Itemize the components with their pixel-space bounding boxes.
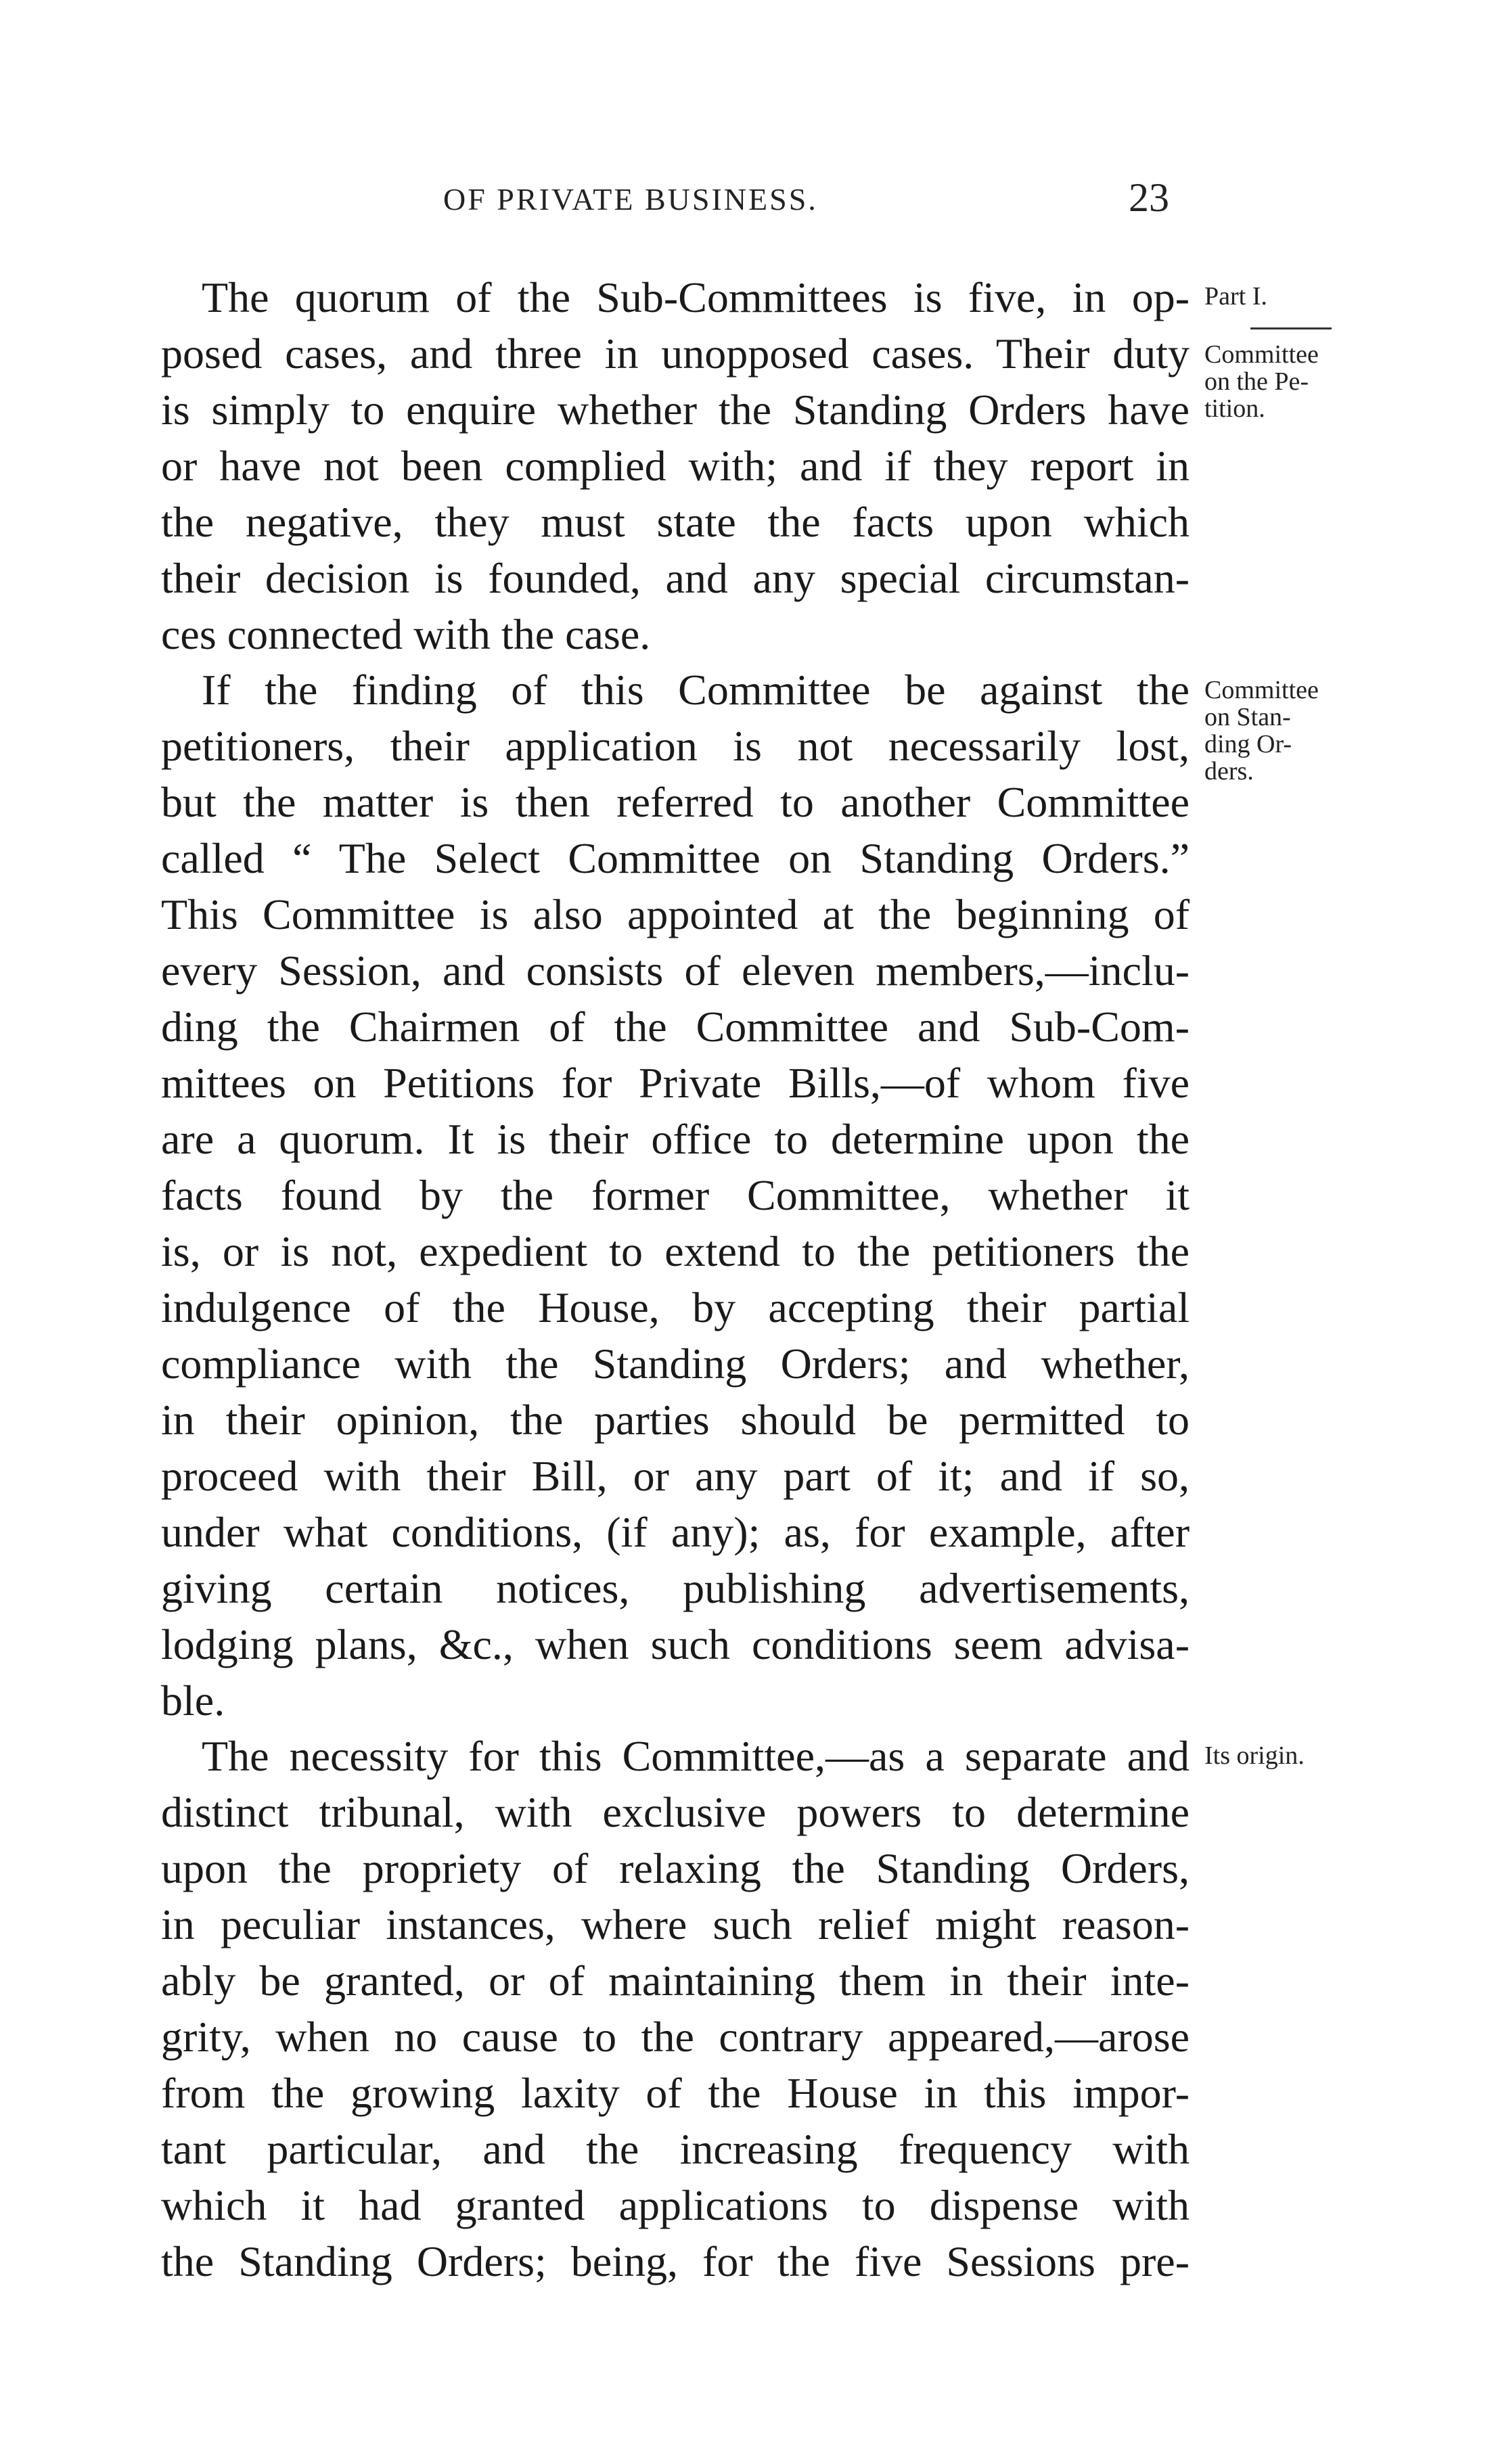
text-line: is simply to enquire whether the Standing Orders have xyxy=(161,386,1190,434)
margin-note-part xyxy=(1204,283,1387,310)
text-line: distinct tribunal, with exclusive powers to determine xyxy=(161,1788,1190,1836)
text-line: ding the Chairmen of the Committee and Sub-Com- xyxy=(161,1003,1190,1051)
text-line: from the growing laxity of the House in this impor- xyxy=(161,2069,1190,2117)
margin-note-line: on Stan- xyxy=(1204,703,1291,731)
paragraph-1 xyxy=(161,269,1190,662)
text-line: every Session, and consists of eleven members,—inclu- xyxy=(161,946,1190,995)
text-line: grity, when no cause to the contrary appeared,—arose xyxy=(161,2013,1190,2061)
text-line: in their opinion, the parties should be permitted to xyxy=(161,1396,1190,1444)
text-line: If the finding of this Committee be against the xyxy=(202,666,1190,714)
margin-note-committee-standing-orders xyxy=(1204,677,1387,785)
text-line: under what conditions, (if any); as, for example, after xyxy=(161,1508,1190,1556)
paragraph-3 xyxy=(161,1728,1190,2289)
margin-note-line: ders. xyxy=(1204,757,1254,785)
margin-note-line: Committee xyxy=(1204,340,1319,369)
text-line: ces connected with the case. xyxy=(161,610,651,658)
text-line: mittees on Petitions for Private Bills,—of whom five xyxy=(161,1059,1190,1107)
text-line: ably be granted, or of maintaining them in their inte- xyxy=(161,1957,1190,2005)
text-line: posed cases, and three in unopposed cases. Their duty xyxy=(161,329,1190,378)
text-line: The quorum of the Sub-Committees is five, in op- xyxy=(202,273,1190,321)
text-line: upon the propriety of relaxing the Standing Orders, xyxy=(161,1844,1190,1892)
text-line: tant particular, and the increasing frequency with xyxy=(161,2125,1190,2173)
text-line: The necessity for this Committee,—as a separate and xyxy=(202,1732,1190,1780)
text-line: ble. xyxy=(161,1676,225,1725)
text-line: or have not been complied with; and if they report in xyxy=(161,442,1190,490)
text-line: facts found by the former Committee, whether it xyxy=(161,1171,1190,1219)
margin-note-line: Committee xyxy=(1204,676,1319,704)
text-line: are a quorum. It is their office to determine upon the xyxy=(161,1115,1190,1163)
text-line: is, or is not, expedient to extend to the petitioners the xyxy=(161,1227,1190,1275)
text-line: lodging plans, &c., when such conditions seem advisa- xyxy=(161,1620,1190,1668)
text-line: but the matter is then referred to another Committee xyxy=(161,778,1190,826)
text-line: proceed with their Bill, or any part of it; and if so, xyxy=(161,1452,1190,1500)
margin-note-committee-petition xyxy=(1204,341,1387,422)
paragraph-2 xyxy=(161,662,1190,1729)
margin-note-line: Part I. xyxy=(1204,282,1267,311)
text-line: called “ The Select Committee on Standing Orders.” xyxy=(161,834,1190,882)
margin-note-line: tition. xyxy=(1204,394,1265,423)
page-number: 23 xyxy=(1129,175,1169,220)
text-line: indulgence of the House, by accepting their partial xyxy=(161,1283,1190,1331)
text-line: which it had granted applications to dispense with xyxy=(161,2181,1190,2229)
text-line: compliance with the Standing Orders; and whether, xyxy=(161,1340,1190,1388)
running-head: OF PRIVATE BUSINESS. xyxy=(443,182,818,216)
margin-note-line: Its origin. xyxy=(1204,1741,1305,1770)
margin-note-line: ding Or- xyxy=(1204,730,1292,758)
text-line: the negative, they must state the facts upon which xyxy=(161,498,1190,546)
margin-note-origin xyxy=(1204,1742,1387,1769)
text-line: the Standing Orders; being, for the five Sessions pre- xyxy=(161,2237,1190,2285)
text-line: in peculiar instances, where such relief might reason- xyxy=(161,1900,1190,1948)
margin-note-rule xyxy=(1250,327,1332,329)
margin-note-line: on the Pe- xyxy=(1204,367,1309,396)
text-line: giving certain notices, publishing advertisements, xyxy=(161,1564,1190,1612)
text-line: This Committee is also appointed at the beginning of xyxy=(161,890,1190,938)
text-line: their decision is founded, and any special circumstan- xyxy=(161,554,1190,602)
text-line: petitioners, their application is not necessarily lost, xyxy=(161,722,1190,770)
